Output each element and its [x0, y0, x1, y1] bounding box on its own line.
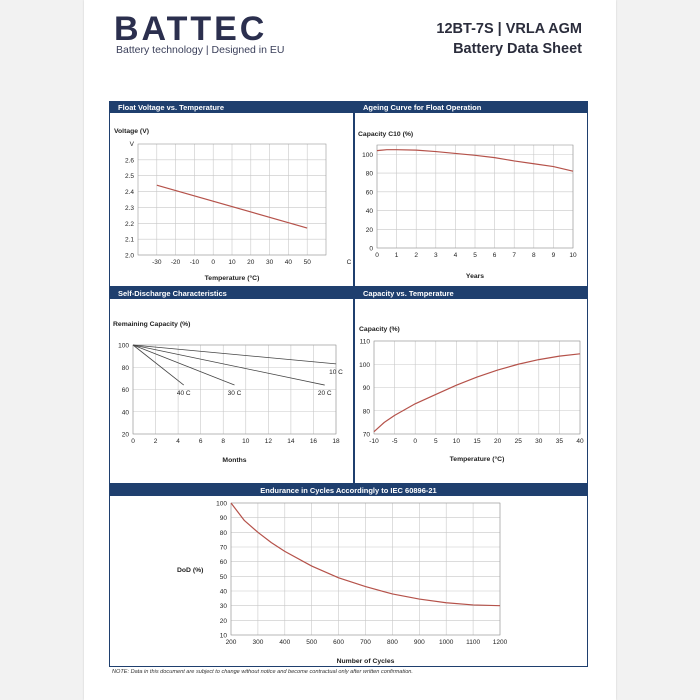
y-tick-label: 2.4 — [124, 189, 134, 197]
y-axis-title: Voltage (V) — [114, 128, 149, 135]
x-tick-label: 4 — [176, 438, 180, 445]
x-tick-label: -10 — [189, 259, 200, 266]
x-tick-label: 18 — [332, 438, 340, 445]
panel-title: Endurance in Cycles Accordingly to IEC 60896-21 — [110, 485, 587, 496]
x-tick-label: 300 — [252, 639, 264, 646]
panel-title: Float Voltage vs. Temperature — [110, 102, 353, 113]
y-tick-label: 2.3 — [124, 204, 134, 212]
y-tick-label: 20 — [365, 226, 373, 234]
x-tick-label: 4 — [453, 252, 458, 259]
y-tick-label: 2.0 — [124, 252, 134, 260]
x-tick-label: 20 — [493, 438, 502, 445]
y-tick-label: 40 — [121, 409, 129, 417]
panel-title: Self-Discharge Characteristics — [110, 288, 353, 299]
x-tick-label: 7 — [512, 252, 517, 259]
y-tick-label: 50 — [219, 573, 227, 581]
x-tick-label: 500 — [306, 639, 318, 646]
y-tick-label: 60 — [219, 559, 227, 567]
y-tick-label: 0 — [369, 245, 373, 253]
x-tick-label: 8 — [531, 252, 536, 259]
x-tick-label: 15 — [473, 438, 481, 445]
panel-title: Ageing Curve for Float Operation — [355, 102, 587, 113]
series-line — [133, 345, 235, 385]
y-tick-label: 70 — [362, 431, 370, 439]
y-tick-label: 2.6 — [124, 157, 134, 165]
x-tick-label: 40 — [284, 259, 293, 266]
brand-tagline: Battery technology | Designed in EU — [116, 44, 285, 56]
panel-capacity-temperature — [354, 287, 588, 484]
x-tick-label: 200 — [225, 639, 237, 646]
x-tick-label: 0 — [413, 438, 418, 445]
document-title: Battery Data Sheet — [453, 41, 582, 57]
model-title: 12BT-7S | VRLA AGM — [436, 21, 582, 37]
x-tick-label: -20 — [170, 259, 181, 266]
x-tick-label: 3 — [433, 252, 438, 259]
y-axis-title: Remaining Capacity (%) — [113, 321, 191, 328]
y-tick-label: 90 — [219, 515, 227, 523]
y-tick-label: 110 — [359, 338, 370, 346]
panel-self-discharge — [109, 287, 354, 484]
y-tick-label: 60 — [121, 387, 129, 394]
x-tick-label: 5 — [473, 252, 477, 259]
y-tick-label: 100 — [359, 361, 370, 369]
y-axis-title: Capacity C10 (%) — [358, 131, 414, 138]
x-tick-label: 1 — [394, 252, 399, 259]
panel-ageing — [354, 101, 588, 287]
x-tick-label: 800 — [386, 639, 398, 646]
x-tick-label: 25 — [514, 438, 522, 445]
y-axis-title: DoD (%) — [177, 567, 204, 574]
x-tick-label: 16 — [309, 438, 318, 445]
y-tick-label: 80 — [219, 529, 227, 537]
x-axis-title: Months — [222, 457, 247, 464]
y-tick-label: 70 — [219, 544, 227, 552]
x-tick-label: 900 — [413, 639, 425, 646]
x-tick-label: 400 — [279, 639, 291, 646]
y-tick-label: 100 — [362, 151, 373, 159]
x-tick-label: 40 — [576, 438, 584, 445]
x-tick-label: 14 — [287, 438, 295, 445]
footnote: NOTE: Data in this document are subject to change without notice and become contractual only after written confirmation. — [112, 669, 413, 675]
svg-text:BATTEC: BATTEC — [114, 10, 268, 44]
self-discharge-chart — [110, 288, 355, 485]
y-tick-label: 2.2 — [124, 220, 134, 228]
endurance-chart — [110, 485, 589, 668]
ageing-chart — [355, 102, 589, 288]
x-tick-label: 8 — [221, 438, 226, 445]
y-tick-label: 2.5 — [124, 173, 134, 181]
panel-float-voltage — [109, 101, 354, 287]
panel-title: Capacity vs. Temperature — [355, 288, 587, 299]
x-axis-title: Temperature (°C) — [449, 456, 505, 463]
x-tick-label: 0 — [375, 252, 379, 259]
x-tick-label: 50 — [303, 259, 311, 266]
series-label: 30 C — [227, 390, 242, 398]
x-axis-title: Number of Cycles — [336, 658, 395, 665]
x-tick-label: 12 — [264, 438, 272, 445]
capacity-temperature-chart — [355, 288, 589, 485]
y-tick-label: 20 — [219, 617, 227, 625]
x-axis-title: Years — [465, 273, 485, 280]
y-tick-label: 100 — [216, 500, 227, 508]
x-tick-label: 35 — [555, 438, 564, 445]
x-tick-label: 6 — [198, 438, 203, 445]
float-voltage-chart — [110, 102, 355, 288]
series-line — [133, 345, 184, 385]
x-tick-label: 5 — [433, 438, 438, 445]
x-tick-label: 30 — [535, 438, 543, 445]
brand-logo — [114, 10, 304, 44]
y-axis-title: Capacity (%) — [359, 326, 400, 333]
x-tick-label: 0 — [131, 438, 135, 445]
y-tick-label: 80 — [362, 408, 370, 416]
x-unit-label: C — [346, 259, 352, 266]
y-tick-label: 90 — [362, 385, 370, 392]
y-tick-label: 100 — [118, 342, 129, 350]
y-tick-label: 60 — [365, 189, 373, 197]
x-tick-label: 20 — [247, 259, 255, 266]
x-tick-label: 700 — [360, 639, 371, 646]
x-tick-label: 1100 — [466, 639, 481, 646]
series-label: 40 C — [176, 390, 191, 398]
x-tick-label: 1200 — [492, 639, 508, 646]
x-tick-label: 0 — [211, 259, 216, 266]
series-line — [133, 345, 325, 385]
series-label: 20 C — [317, 390, 332, 398]
x-tick-label: -5 — [391, 438, 398, 445]
y-tick-label: 80 — [121, 364, 129, 372]
y-tick-label: 10 — [219, 632, 227, 640]
y-tick-label: 40 — [219, 588, 227, 596]
x-tick-label: 9 — [551, 252, 556, 259]
panel-endurance — [109, 484, 588, 667]
x-tick-label: 10 — [569, 252, 577, 259]
y-tick-label: 80 — [365, 170, 373, 178]
x-tick-label: 600 — [333, 639, 345, 646]
series-label: 10 C — [329, 368, 343, 376]
x-tick-label: 10 — [242, 438, 250, 445]
x-tick-label: 10 — [228, 259, 236, 266]
x-tick-label: -10 — [369, 438, 379, 445]
y-tick-label: 30 — [219, 603, 227, 611]
x-tick-label: 6 — [492, 252, 497, 259]
x-axis-title: Temperature (°C) — [204, 275, 260, 282]
x-tick-label: 2 — [414, 252, 419, 259]
series-line — [133, 345, 336, 364]
y-tick-label: 20 — [121, 431, 129, 439]
y-unit-label: V — [129, 141, 134, 148]
x-tick-label: 2 — [153, 438, 158, 445]
x-tick-label: 10 — [452, 438, 461, 445]
y-tick-label: 2.1 — [124, 236, 134, 244]
x-tick-label: 30 — [265, 259, 274, 266]
y-tick-label: 40 — [365, 208, 373, 216]
x-tick-label: -30 — [152, 259, 162, 266]
x-tick-label: 1000 — [438, 639, 454, 646]
